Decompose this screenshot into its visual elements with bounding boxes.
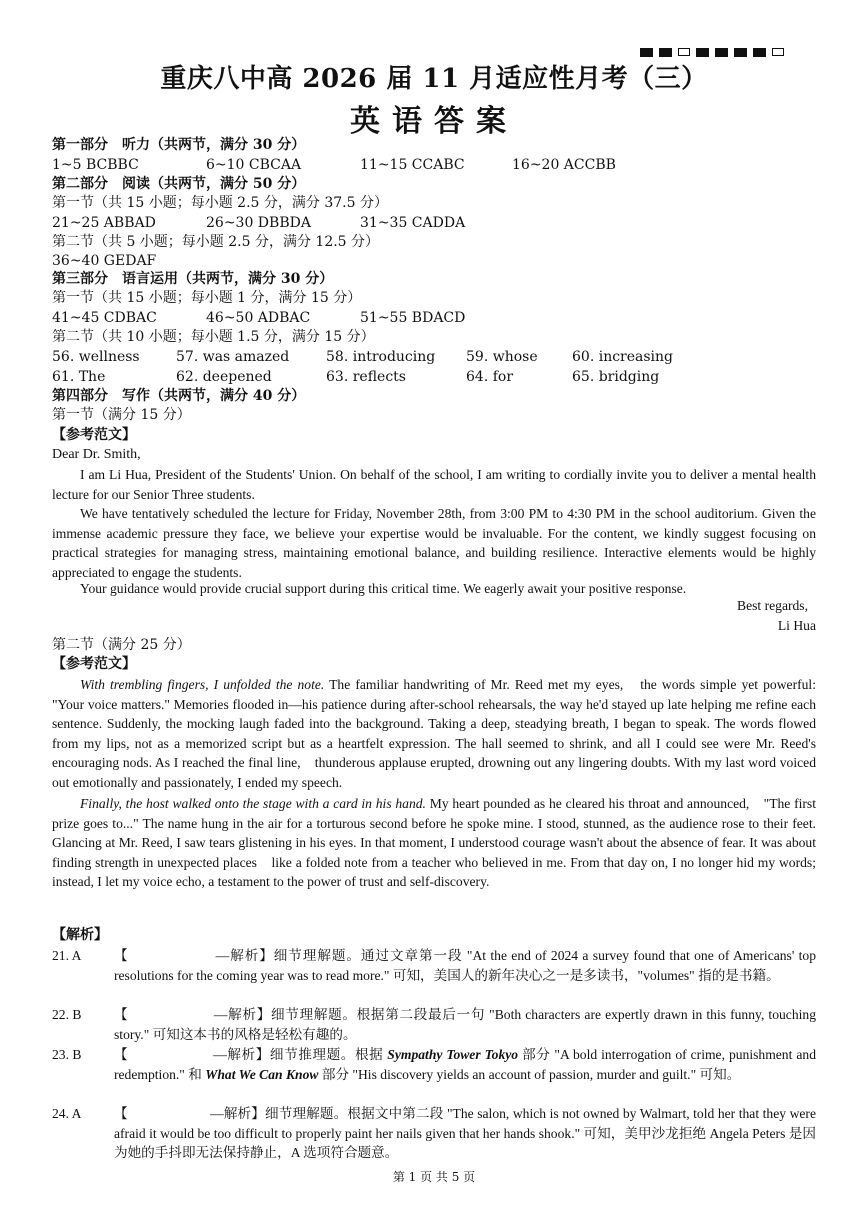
letter-greeting: Dear Dr. Smith, [52, 447, 141, 462]
story-paragraph: With trembling fingers, I unfolded the note. The familiar handwriting of Mr. Reed met my eyes, the words simple yet powerful: "Your voice matters." Memories flooded in—his patience during after-school rehearsals, the way he'd stayed up late helping me refine each sentence. Suddenly, the mocking laugh faded into the background. Taking a deep, steadying breath, I began to speak. The words flowed from my lips, not as a memorized script but as a heartfelt expression. The hall seemed to shrink, and all I could see were Mr. Reed's encouraging nods. As I reached the final line, thunderous applause erupted, drowning out any lingering doubts. With my last word voiced out emotionally and passionately, I ended my speech. [52, 677, 816, 790]
part4-section2-heading: 第二节（满分 25 分） [52, 637, 191, 653]
part2-section2-heading: 第二节（共 5 小题；每小题 2.5 分，满分 12.5 分） [52, 234, 380, 250]
letter-closing: Best regards, [737, 598, 808, 613]
fill-answer: 58. introducing [326, 349, 436, 365]
exam-title: 重庆八中高 2026 届 11 月适应性月考（三） [160, 64, 708, 94]
answer-group: 16~20 ACCBB [512, 157, 616, 173]
part2-section1-heading: 第一节（共 15 小题；每小题 2.5 分，满分 37.5 分） [52, 195, 388, 211]
part2-heading: 第二部分 阅读（共两节，满分 50 分） [52, 176, 306, 192]
story-paragraph: Finally, the host walked onto the stage with a card in his hand. My heart pounded as he cleared his throat and announced, "The first prize goes to..." The name hung in the air for a torturous second before he spoke mine. I stood, stunned, as the audience rose to their feet. Glancing at Mr. Reed, I saw tears glistening in his eyes. In that moment, I understood courage wasn't about the absence of fear. It was about finding strength in unexpected places like a folded note from a teacher who believed in me. From that day on, I no longer hid my words; instead, I let my voice echo, a testament to the power of trust and self-discovery. [52, 796, 816, 890]
letter-paragraph: I am Li Hua, President of the Students' Union. On behalf of the school, I am writing to cordially invite you to deliver a mental health lecture for our Senior Three students. [52, 467, 816, 502]
part3-section1-heading: 第一节（共 15 小题；每小题 1 分，满分 15 分） [52, 290, 362, 306]
sample-label: 【参考范文】 [52, 427, 136, 443]
fill-answer: 59. whose [466, 349, 538, 365]
fill-answer: 61. The [52, 369, 106, 385]
analysis-item: 22. B 【 —解析】细节理解题。根据第二段最后一句 "Both characters are expertly drawn in this funny, touching story." 可知这本书的风格是轻松有趣的。 [52, 1007, 816, 1042]
answer-group: 31~35 CADDA [360, 215, 466, 231]
analysis-item: 24. A 【 —解析】细节理解题。根据文中第二段 "The salon, which is not owned by Walmart, told her that they were afraid it would be too difficult to properly paint her nails given that her hands shook." 可知，美甲沙龙拒绝 Angela Peters 是因为她的手抖即无法保持静止，A 选项符合题意。 [52, 1106, 816, 1161]
analysis-label: 【解析】 [52, 927, 108, 943]
analysis-item: 23. B 【 —解析】细节推理题。根据 Sympathy Tower Tokyo 部分 "A bold interrogation of crime, punishment and redemption." 和 What We Can Know 部分 "His discovery yields an account of passion, murder and guilt." 可知。 [52, 1047, 816, 1082]
part4-heading: 第四部分 写作（共两节，满分 40 分） [52, 388, 306, 404]
answer-group: 6~10 CBCAA [206, 157, 302, 173]
letter-signature: Li Hua [777, 618, 816, 633]
letter-paragraph: We have tentatively scheduled the lecture for Friday, November 28th, from 3:00 PM to 4:30 PM in the school auditorium. Given the immense academic pressure they face, we believe your expertise would be invaluable. For the content, we kindly suggest focusing on practical strategies for managing stress, maintaining emotional balance, and building resilience. Interactive elements would be highly appreciated to engage the students. [52, 506, 816, 580]
answer-group: 41~45 CDBAC [52, 310, 157, 326]
fill-answer: 56. wellness [52, 349, 140, 365]
sample-label: 【参考范文】 [52, 656, 136, 672]
fill-answer: 64. for [466, 369, 514, 385]
page-marker [640, 48, 784, 57]
letter-paragraph: Your guidance would provide crucial support during this critical time. We eagerly await your positive response. [80, 581, 687, 596]
answer-group: 36~40 GEDAF [52, 253, 157, 269]
answer-group: 26~30 DBBDA [206, 215, 311, 231]
fill-answer: 63. reflects [326, 369, 406, 385]
answer-group: 51~55 BDACD [360, 310, 466, 326]
answer-group: 11~15 CCABC [360, 157, 465, 173]
fill-answer: 62. deepened [176, 369, 272, 385]
analysis-item: 21. A 【 —解析】细节理解题。通过文章第一段 "At the end of 2024 a survey found that one of Americans' top resolutions for the coming year was to read more." 可知，美国人的新年决心之一是多读书，"volumes" 指的是书籍。 [52, 948, 816, 983]
part1-heading: 第一部分 听力（共两节，满分 30 分） [52, 137, 306, 153]
answer-group: 46~50 ADBAC [206, 310, 311, 326]
exam-subtitle: 英语答案 [350, 104, 518, 139]
part3-section2-heading: 第二节（共 10 小题；每小题 1.5 分，满分 15 分） [52, 329, 375, 345]
fill-answer: 57. was amazed [176, 349, 290, 365]
part3-heading: 第三部分 语言运用（共两节，满分 30 分） [52, 271, 334, 287]
part4-section1-heading: 第一节（满分 15 分） [52, 407, 191, 423]
answer-group: 1~5 BCBBC [52, 157, 139, 173]
answer-group: 21~25 ABBAD [52, 215, 156, 231]
fill-answer: 65. bridging [572, 369, 660, 385]
page-footer: 第 1 页 共 5 页 [392, 1170, 476, 1184]
fill-answer: 60. increasing [572, 349, 674, 365]
